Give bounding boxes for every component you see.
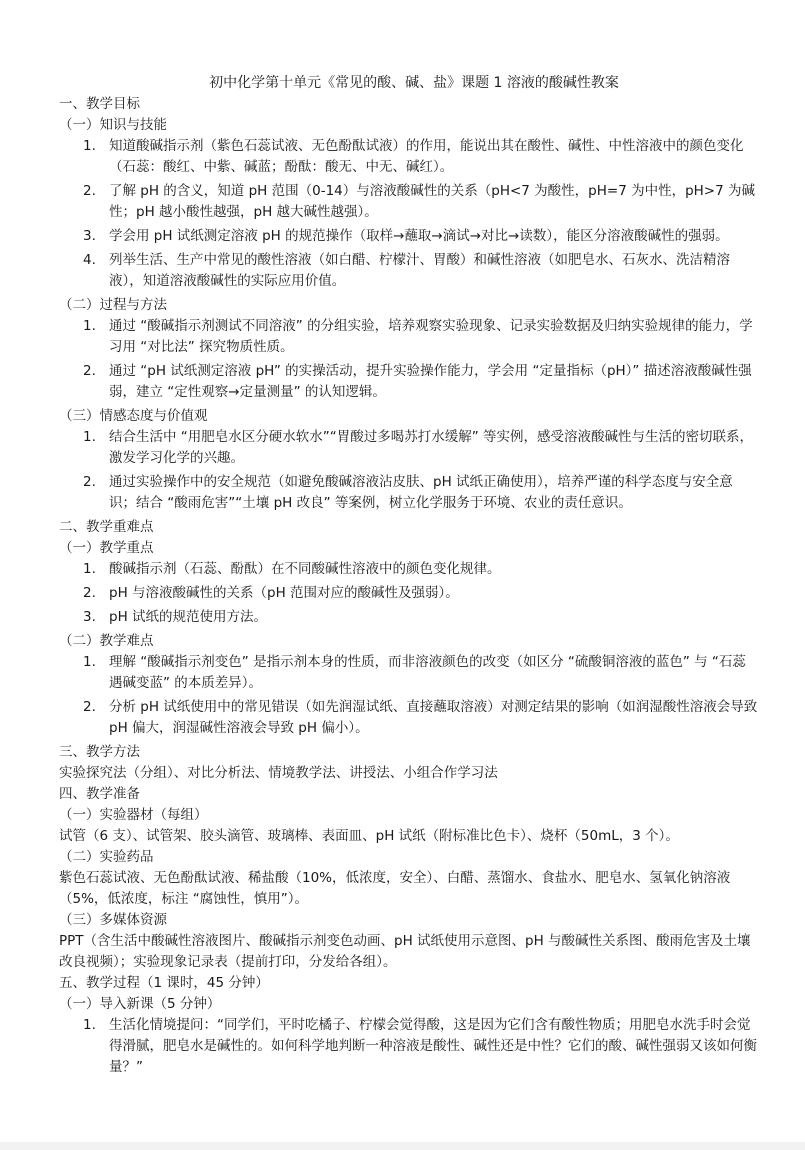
subsection-heading-difficulty: （二）教学难点 [59, 633, 154, 649]
item-text: 结合生活中 “用肥皂水区分硬水软水”“胃酸过多喝苏打水缓解” 等实例，感受溶液酸碱性与生活的密切联系，激发学习化学的兴趣。 [109, 429, 754, 466]
list-values [59, 427, 759, 514]
item-text: pH 与溶液酸碱性的关系（pH 范围对应的酸碱性及强弱）。 [109, 585, 459, 601]
section-heading-key-points: 二、教学重难点 [59, 519, 154, 535]
item-number: 2. [83, 183, 96, 199]
item-text: 学会用 pH 试纸测定溶液 pH 的规范操作（取样→蘸取→滴试→对比→读数），能区分溶液酸碱性的强弱。 [109, 228, 729, 244]
document-title: 初中化学第十单元《常见的酸、碱、盐》课题 1 溶液的酸碱性教案 [209, 75, 619, 91]
subsection-heading-values: （三）情感态度与价值观 [59, 408, 208, 424]
item-number: 1. [83, 1017, 96, 1033]
section-heading-preparation: 四、教学准备 [59, 786, 140, 802]
list-focus [59, 559, 759, 628]
list-item [59, 472, 759, 514]
list-item [59, 1015, 759, 1078]
item-number: 2. [83, 699, 96, 715]
item-number: 1. [83, 654, 96, 670]
item-number: 4. [83, 252, 96, 268]
list-item [59, 181, 759, 223]
item-text: 了解 pH 的含义，知道 pH 范围（0-14）与溶液酸碱性的关系（pH<7 为酸性，pH=7 为中性，pH>7 为碱性；pH 越小酸性越强，pH 越大碱性越强）。 [109, 183, 755, 220]
item-number: 1. [83, 561, 96, 577]
section-heading-methods: 三、教学方法 [59, 744, 140, 760]
list-item [59, 427, 759, 469]
reagents-text: 紫色石蕊试液、无色酚酞试液、稀盐酸（10%，低浓度，安全）、白醋、蒸馏水、食盐水、肥皂水、氢氧化钠溶液（5%，低浓度，标注 “腐蚀性，慎用”）。 [59, 870, 731, 907]
methods-text: 实验探究法（分组）、对比分析法、情境教学法、讲授法、小组合作学习法 [59, 765, 498, 781]
list-difficulty [59, 652, 759, 739]
list-item [59, 652, 759, 694]
subsection-heading-equipment: （一）实验器材（每组） [59, 807, 208, 823]
subsection-heading-focus: （一）教学重点 [59, 540, 154, 556]
item-text: 通过 “pH 试纸测定溶液 pH” 的实操活动，提升实验操作能力，学会用 “定量指标（pH）” 描述溶液酸碱性强弱，建立 “定性观察→定量测量” 的认知逻辑。 [109, 363, 752, 400]
item-text: 理解 “酸碱指示剂变色” 是指示剂本身的性质，而非溶液颜色的改变（如区分 “硫酸铜溶液的蓝色” 与 “石蕊遇碱变蓝” 的本质差异）。 [109, 654, 746, 691]
item-number: 1. [83, 318, 96, 334]
item-text: 通过实验操作中的安全规范（如避免酸碱溶液沾皮肤、pH 试纸正确使用），培养严谨的科学态度与安全意识；结合 “酸雨危害”“土壤 pH 改良” 等案例，树立化学服务于环境、农业的责任意识。 [109, 474, 733, 511]
list-item [59, 697, 759, 739]
item-number: 3. [83, 609, 96, 625]
subsection-heading-reagents: （二）实验药品 [59, 849, 154, 865]
item-number: 2. [83, 585, 96, 601]
list-item [59, 250, 759, 292]
subsection-heading-knowledge: （一）知识与技能 [59, 117, 167, 133]
list-item [59, 559, 759, 580]
list-item [59, 136, 759, 178]
list-process [59, 316, 759, 403]
list-introduction [59, 1015, 759, 1078]
list-item [59, 316, 759, 358]
item-text: pH 试纸的规范使用方法。 [109, 609, 268, 625]
multimedia-text: PPT（含生活中酸碱性溶液图片、酸碱指示剂变色动画、pH 试纸使用示意图、pH 与酸碱性关系图、酸雨危害及土壤改良视频）；实验现象记录表（提前打印，分发给各组）。 [59, 933, 751, 970]
list-item [59, 226, 759, 247]
list-knowledge [59, 136, 759, 292]
item-number: 3. [83, 228, 96, 244]
item-number: 1. [83, 138, 96, 154]
list-item [59, 361, 759, 403]
item-text: 通过 “酸碱指示剂测试不同溶液” 的分组实验，培养观察实验现象、记录实验数据及归纳实验规律的能力，学习用 “对比法” 探究物质性质。 [109, 318, 753, 355]
subsection-heading-multimedia: （三）多媒体资源 [59, 912, 167, 928]
equipment-text: 试管（6 支）、试管架、胶头滴管、玻璃棒、表面皿、pH 试纸（附标准比色卡）、烧杯（50mL，3 个）。 [59, 828, 679, 844]
item-text: 酸碱指示剂（石蕊、酚酞）在不同酸碱性溶液中的颜色变化规律。 [109, 561, 501, 577]
section-heading-process-steps: 五、教学过程（1 课时，45 分钟） [59, 975, 269, 991]
item-text: 生活化情境提问：“同学们，平时吃橘子、柠檬会觉得酸，这是因为它们含有酸性物质；用肥皂水洗手时会觉得滑腻，肥皂水是碱性的。如何科学地判断一种溶液是酸性、碱性还是中性？它们的酸、碱性强弱又该如何衡量？” [109, 1017, 757, 1075]
section-heading-objectives: 一、教学目标 [59, 96, 140, 112]
item-number: 2. [83, 363, 96, 379]
item-number: 2. [83, 474, 96, 490]
list-item [59, 607, 759, 628]
item-text: 知道酸碱指示剂（紫色石蕊试液、无色酚酞试液）的作用，能说出其在酸性、碱性、中性溶液中的颜色变化（石蕊：酸红、中紫、碱蓝；酚酞：酸无、中无、碱红）。 [109, 138, 744, 175]
item-number: 1. [83, 429, 96, 445]
list-item [59, 583, 759, 604]
item-text: 分析 pH 试纸使用中的常见错误（如先润湿试纸、直接蘸取溶液）对测定结果的影响（如润湿酸性溶液会导致 pH 偏大，润湿碱性溶液会导致 pH 偏小）。 [109, 699, 758, 736]
item-text: 列举生活、生产中常见的酸性溶液（如白醋、柠檬汁、胃酸）和碱性溶液（如肥皂水、石灰水、洗洁精溶液），知道溶液酸碱性的实际应用价值。 [109, 252, 730, 289]
subsection-heading-introduction: （一）导入新课（5 分钟） [59, 996, 221, 1012]
subsection-heading-process: （二）过程与方法 [59, 297, 167, 313]
